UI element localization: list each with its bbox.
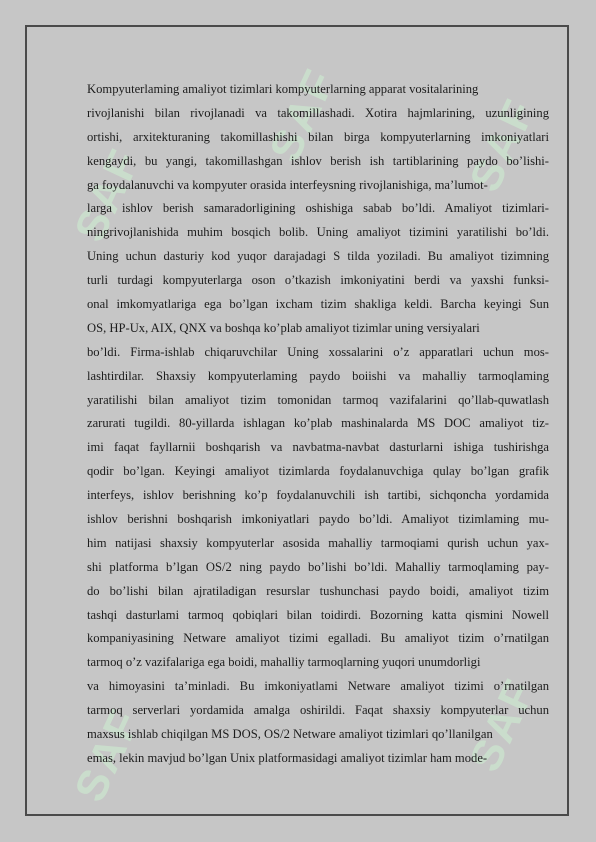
- text-line: emas, lekin mavjud bo’lgan Unix platformasidagi amaliyot tizimlar ham mode-: [87, 750, 488, 765]
- watermark: SAF: [65, 700, 151, 810]
- text-line: larga ishlov berish samaradorligining oshishiga sabab bo’ldi. Amaliyot tizimlari-: [87, 201, 549, 216]
- watermark: SAF: [460, 670, 546, 780]
- text-line: tarmoq o’z vazifalariga ega boidi, mahalliy tarmoqlarning yuqori unumdorligi: [87, 655, 481, 670]
- text-line: rivojlanishi bilan rivojlanadi va takomillashadi. Xotira hajmlarining, uzunligining: [87, 105, 549, 120]
- text-line: turli turdagi kompyuterlarga oson o’tkazish imkoniyatini berdi va yaxshi funksi-: [87, 273, 549, 288]
- text-line: ortishi, arxitekturaning takomillashishi bilan birga kompyuterlarning imkoniyatlari: [87, 129, 549, 144]
- watermark: SAF: [260, 60, 346, 170]
- text-line: Kompyuterlaming amaliyot tizimlari kompyuterlarning apparat vositalarining: [87, 82, 479, 96]
- text-line: imi faqat fayllarnii boshqarish va navbatma-navbat dasturlarni ishiga tushirishga: [87, 440, 549, 455]
- watermark: SAF: [460, 90, 546, 200]
- text-line: him natijasi shaxsiy kompyuterlar asosida mahalliy tarmoqiami qurish uchun yax-: [87, 535, 549, 550]
- text-line: lashtirdilar. Shaxsiy kompyuterlaming paydo boiishi va mahalliy tarmoqlaming: [87, 368, 549, 383]
- text-line: bo’ldi. Firma-ishlab chiqaruvchilar Uning xossalarini o’z apparatlari uchun mos-: [87, 344, 549, 359]
- text-line: interfeys, ishlov berishning ko’p foydalanuvchili ish tartibi, sichqoncha yordamida: [87, 488, 549, 503]
- text-line: maxsus ishlab chiqilgan MS DOS, OS/2 Netware amaliyot tizimlari qo’llanilgan: [87, 727, 493, 742]
- text-line: onal imkomyatlariga ega bo’lgan ixcham tizim shakliga keldi. Barcha keyingi Sun: [87, 297, 549, 312]
- text-line: OS, HP-Ux, AIX, QNX va boshqa ko’plab amaliyot tizimlar uning versiyalari: [87, 320, 480, 335]
- body-paragraph: [87, 78, 549, 771]
- text-line: yaratilishi bilan amaliyot tizim tomonidan tarmoq vazifalarini qo’llab-quwatlash: [87, 392, 549, 407]
- text-line: ishlov berishni boshqarish imkoniyatlari paydo bo’ldi. Amaliyot tizimlaming mu-: [87, 512, 549, 527]
- text-line: shi platforma b’lgan OS/2 ning paydo bo’lishi bo’ldi. Mahalliy tarmoqlaming pay-: [87, 559, 549, 574]
- text-line: ningrivojlanishida muhim bosqich bolib. Uning amaliyot tizimini yaratilishi bo’ldi.: [87, 225, 549, 240]
- text-line: tashqi dasturlami tarmoq qobiqlari bilan toidirdi. Bozorning katta qismini Nowell: [87, 607, 549, 622]
- text-line: ga foydalanuvchi va kompyuter orasida interfeysning rivojlanishiga, ma’lumot-: [87, 177, 488, 192]
- text-line: do bo’lishi bilan ajratiladigan resurslar tushunchasi paydo boidi, amaliyot tizim: [87, 583, 549, 598]
- text-line: qodir bo’lgan. Keyingi amaliyot tizimlarda foydalanuvchiga qulay bo’lgan grafik: [87, 464, 549, 479]
- text-line: tarmoq serverlari yordamida amalga oshirildi. Faqat shaxsiy kompyuterlar uchun: [87, 703, 549, 718]
- text-line: zarurati tugildi. 80-yillarda ishlagan ko’plab mashinalarda MS DOC amaliyot tiz-: [87, 416, 549, 431]
- text-line: va himoyasini ta’minladi. Bu imkoniyatlami Netware amaliyot tizimi o’rnatilgan: [87, 679, 549, 694]
- text-line: kompaniyasining Netware amaliyot tizimi egalladi. Bu amaliyot tizim o’rnatilgan: [87, 631, 549, 646]
- text-line: Uning uchun dasturiy kod yuqor darajadagi S tilda yoziladi. Bu amaliyot tizimning: [87, 249, 549, 264]
- text-line: kengaydi, bu yangi, takomillashgan ishlov berish ish tartiblarining paydo bo’lishi-: [87, 153, 549, 168]
- watermark: SAF: [65, 140, 151, 250]
